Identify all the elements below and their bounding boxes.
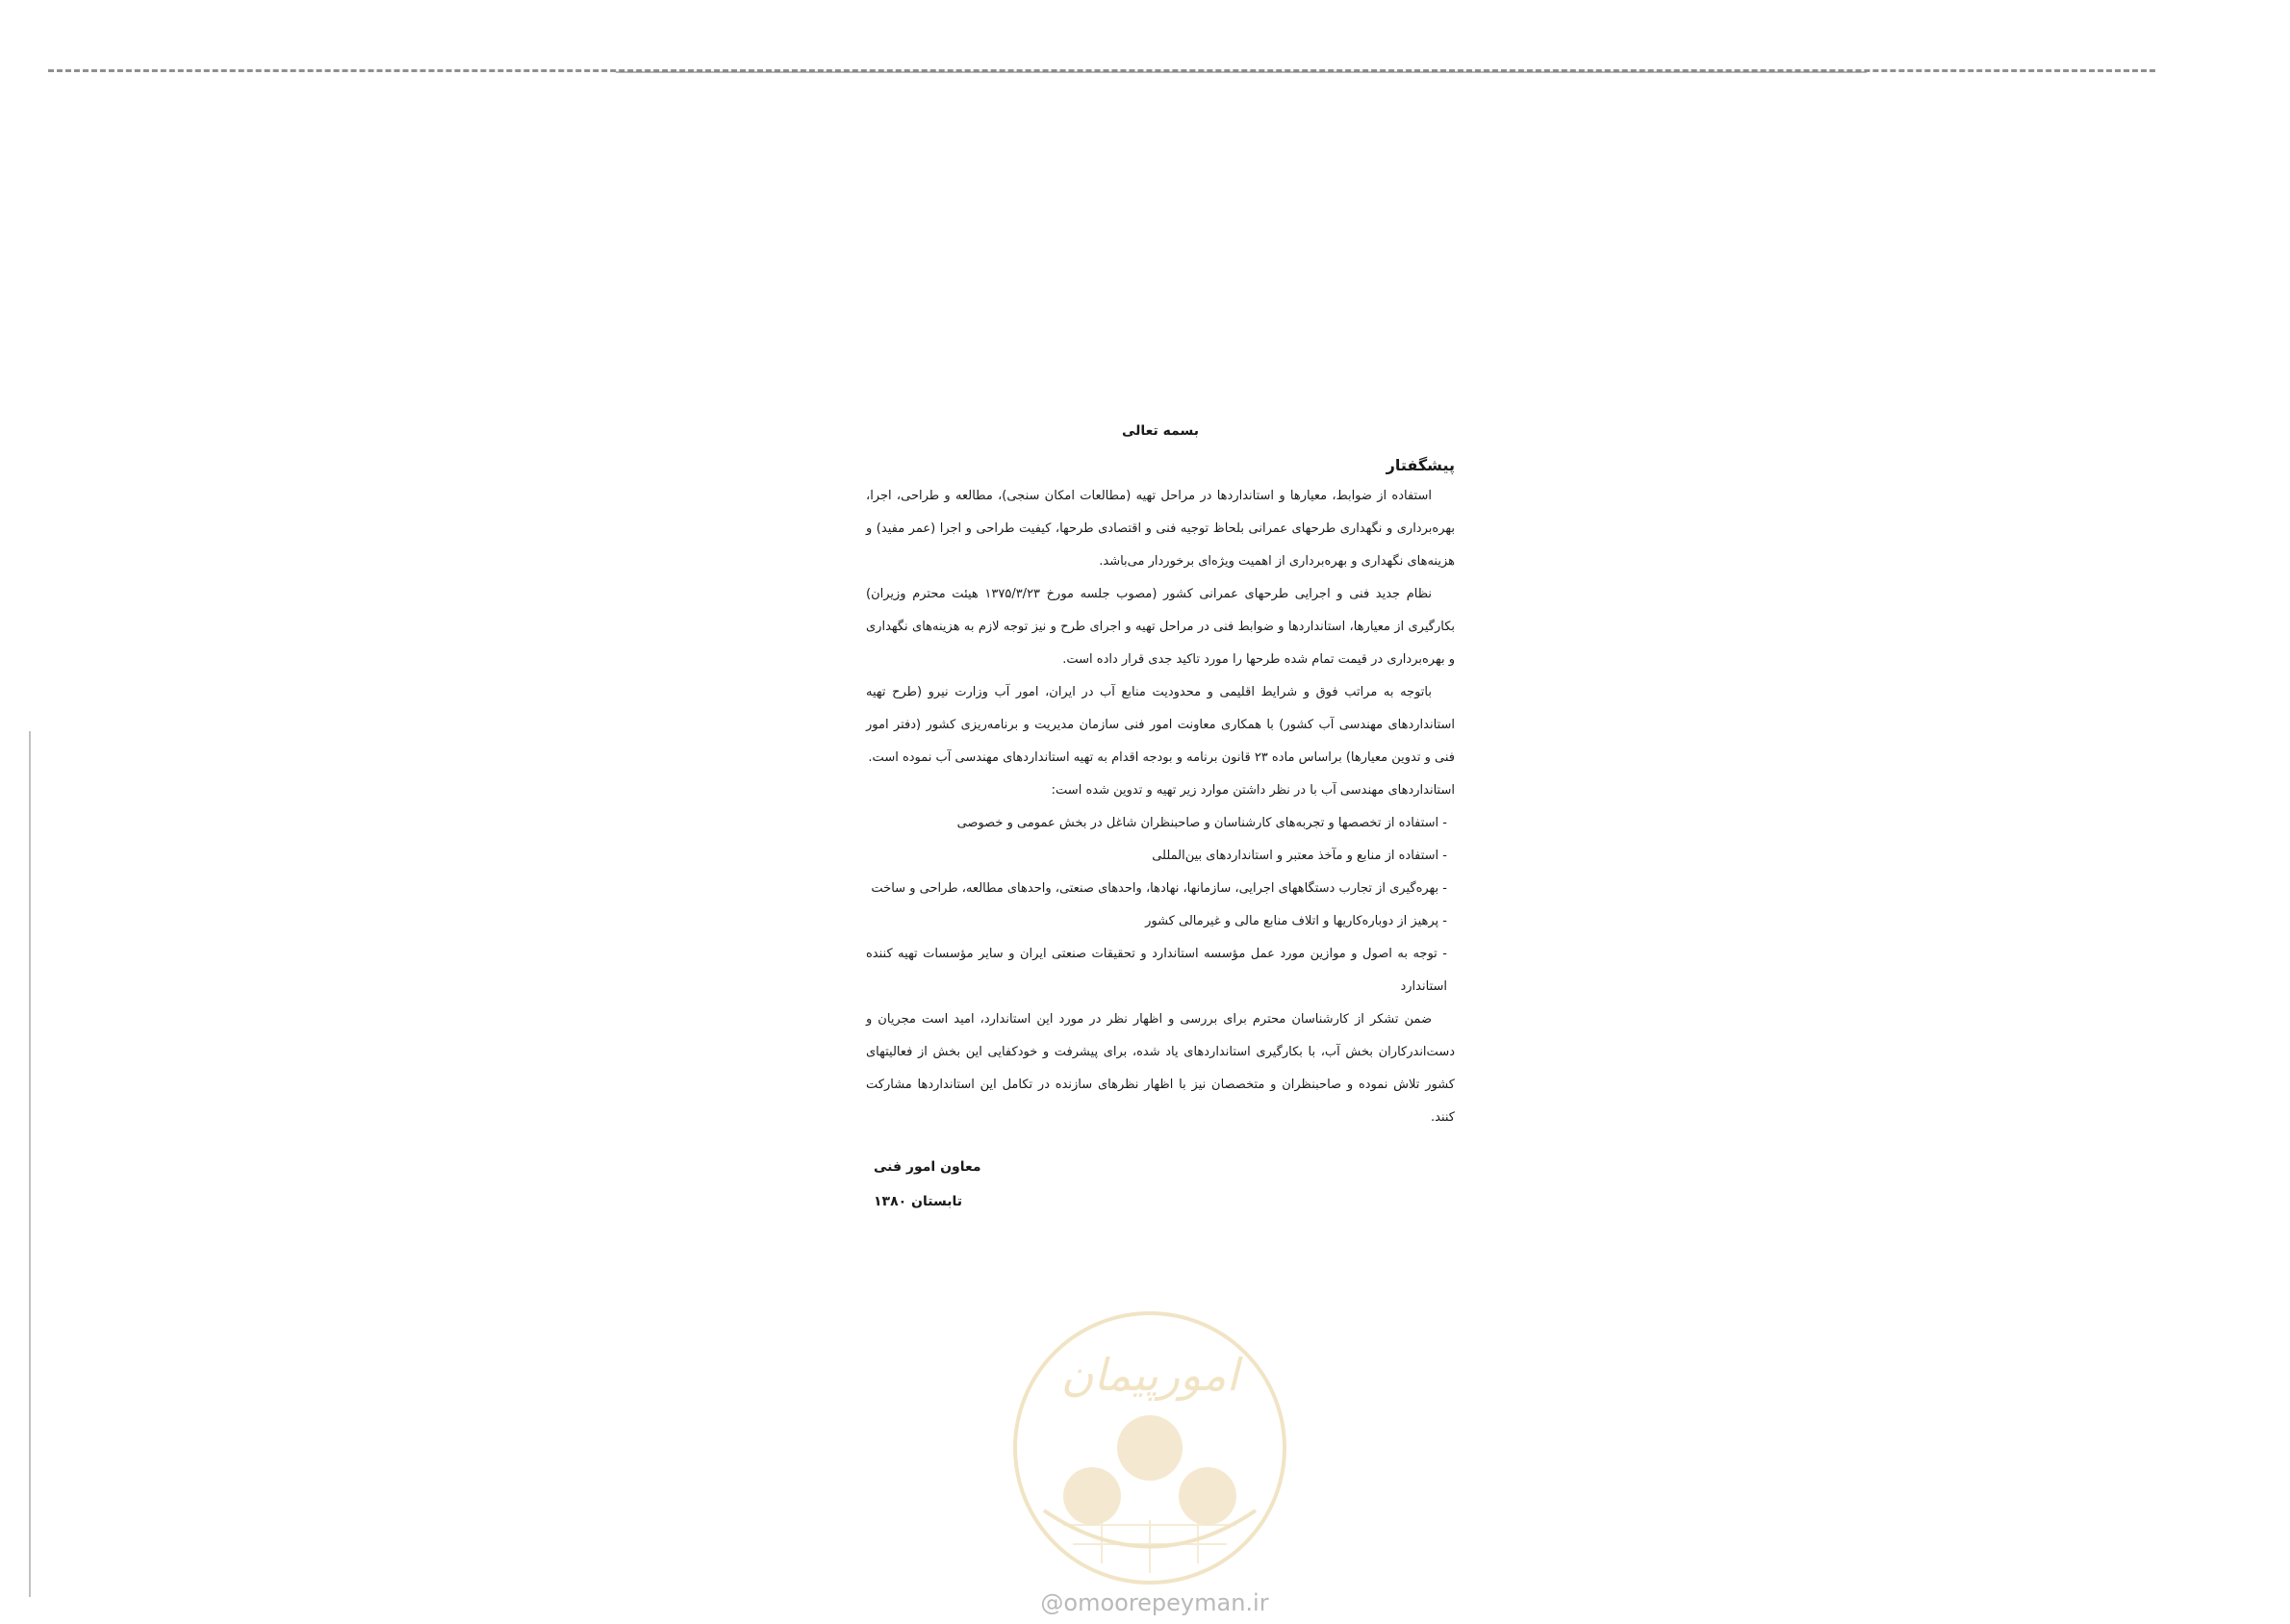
tool-icon bbox=[1179, 1467, 1236, 1525]
closing-paragraph: ضمن تشکر از کارشناسان محترم برای بررسی و اظهار نظر در مورد این استاندارد، امید است مجریان و دست‌اندرکاران بخش آب، با بکارگیری استانداردهای یاد شده، برای پیشرفت و خودکفایی این بخش از فعالیتهای کشور تلاش نموده و صاحبنظران و متخصصان نیز با اظهار نظرهای سازنده در تکامل این استانداردها مشارکت کنند. bbox=[866, 1012, 1455, 1125]
foreword-title: پیشگفتار bbox=[1386, 456, 1455, 474]
omoorepeyman-watermark-logo bbox=[1005, 1304, 1294, 1592]
criteria-list bbox=[866, 807, 1455, 1003]
gear-icon bbox=[1117, 1415, 1183, 1481]
list-item: - توجه به اصول و موازین مورد عمل مؤسسه استاندارد و تحقیقات صنعتی ایران و سایر مؤسسات تهیه کننده استاندارد bbox=[866, 938, 1447, 1003]
signature-title: معاون امور فنی bbox=[874, 1159, 981, 1175]
watermark-url: @omoorepeyman.ir bbox=[1040, 1589, 1269, 1616]
bismillah-heading: بسمه تعالی bbox=[1121, 423, 1200, 439]
paragraph-3: باتوجه به مراتب فوق و شرایط اقلیمی و محدودیت منابع آب در ایران، امور آب وزارت نیرو (طرح تهیه استانداردهای مهندسی آب کشور) با همکاری معاونت امور فنی سازمان مدیریت و برنامه‌ریزی کشور (دفتر امور فنی و تدوین معیارها) براساس ماده ۲۳ قانون برنامه و بودجه اقدام به تهیه استانداردهای مهندسی آب نموده است. bbox=[866, 685, 1455, 765]
watermark-logo-text: امورپیمان bbox=[1060, 1349, 1239, 1401]
scan-top-border-line-secondary bbox=[616, 71, 1867, 73]
signature-date: تابستان ۱۳۸۰ bbox=[874, 1194, 962, 1209]
signature-block bbox=[866, 1150, 1455, 1219]
list-item: - استفاده از منابع و مآخذ معتبر و استانداردهای بین‌المللی bbox=[866, 840, 1447, 873]
scales-icon bbox=[1063, 1467, 1121, 1525]
list-item: - استفاده از تخصصها و تجربه‌های کارشناسان و صاحبنظران شاغل در بخش عمومی و خصوصی bbox=[866, 807, 1447, 840]
foreword-page bbox=[866, 423, 1455, 1219]
paragraph-2: نظام جدید فنی و اجرایی طرحهای عمرانی کشور (مصوب جلسه مورخ ۱۳۷۵/۳/۲۳ هیئت محترم وزیران) بکارگیری از معیارها، استانداردها و ضوابط فنی در مراحل تهیه و اجرای طرح و نیز توجه لازم به هزینه‌های نگهداری و بهره‌برداری در قیمت تمام شده طرحها را مورد تاکید جدی قرار داده است. bbox=[866, 587, 1455, 667]
paragraph-1: استفاده از ضوابط، معیارها و استانداردها در مراحل تهیه (مطالعات امکان سنجی)، مطالعه و طراحی، اجرا، بهره‌برداری و نگهداری طرحهای عمرانی بلحاظ توجیه فنی و اقتصادی طرحها، کیفیت طراحی و اجرا (عمر مفید) و هزینه‌های نگهداری و بهره‌برداری از اهمیت ویژه‌ای برخوردار می‌باشد. bbox=[866, 489, 1455, 569]
list-item: - پرهیز از دوباره‌کاریها و اتلاف منابع مالی و غیرمالی کشور bbox=[866, 905, 1447, 938]
scan-left-margin-line bbox=[29, 731, 31, 1597]
paragraph-4: استانداردهای مهندسی آب با در نظر داشتن موارد زیر تهیه و تدوین شده است: bbox=[1051, 783, 1455, 798]
list-item: - بهره‌گیری از تجارب دستگاههای اجرایی، سازمانها، نهادها، واحدهای صنعتی، واحدهای مطالعه، طراحی و ساخت bbox=[866, 873, 1447, 905]
